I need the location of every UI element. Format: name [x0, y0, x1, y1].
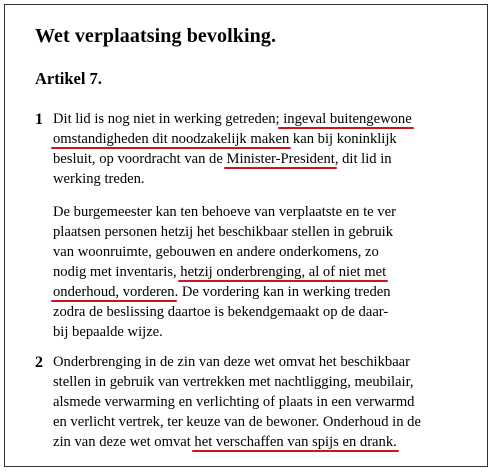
paragraph-2-line-1: Onderbrenging in de zin van deze wet omvat het beschikbaar [53, 354, 411, 370]
paragraph-number-1: 1 [35, 111, 43, 128]
paragraph-1b-line-3: van woonruimte, gebouwen en andere onderkomens, zo [53, 244, 379, 260]
highlighted-text: omstandigheden dit noodzakelijk maken [53, 131, 290, 147]
paragraph-1b-line-7: bij bepaalde wijze. [53, 324, 163, 340]
paragraph-1b-line-2: plaatsen personen hetzij het beschikbaar stellen in gebruik [53, 224, 393, 240]
paragraph-1-line-1 [53, 109, 412, 129]
text-span: kan bij koninklijk [289, 131, 397, 147]
paragraph-number-2: 2 [35, 354, 43, 371]
text-span: besluit, op voordracht van de [53, 151, 227, 167]
highlighted-text: ingeval buitengewone [279, 111, 412, 127]
paragraph-1-line-3 [53, 149, 392, 169]
article-heading: Artikel 7. [35, 69, 102, 88]
paragraph-1b-line-4 [53, 262, 386, 282]
document-title: Wet verplaatsing bevolking. [35, 25, 277, 47]
text-span: Dit lid is nog niet in werking getreden; [53, 111, 280, 127]
paragraph-1-line-4: werking treden. [53, 171, 145, 187]
paragraph-2-line-4: en verlicht vertrek, ter keuze van de bewoner. Onderhoud in de [53, 414, 421, 430]
paragraph-2-line-3: alsmede verwarming en verlichting of plaats in een verwarmd [53, 394, 415, 410]
document-page [4, 4, 488, 467]
highlighted-text: Minister-President [226, 151, 335, 167]
text-span: . De vordering kan in werking treden [174, 284, 391, 300]
text-span: zin van deze wet omvat [53, 434, 195, 450]
paragraph-1-line-2 [53, 129, 397, 149]
paragraph-1b-line-5 [53, 282, 391, 302]
paragraph-1b-line-1: De burgemeester kan ten behoeve van verplaatste en te ver [53, 204, 396, 220]
highlighted-text: onderhoud, vorderen [53, 284, 175, 300]
paragraph-2-line-2: stellen in gebruik van vertrekken met nachtligging, meubilair, [53, 374, 414, 390]
highlighted-text: hetzij onderbrenging, al of niet met [180, 264, 387, 280]
text-span: , dit lid in [334, 151, 392, 167]
paragraph-2-line-5 [53, 432, 397, 452]
text-span: nodig met inventaris, [53, 264, 181, 280]
highlighted-text: het verschaffen van spijs en drank. [194, 434, 397, 450]
paragraph-1b-line-6: zodra de beslissing daartoe is bekendgemaakt op de daar- [53, 304, 389, 320]
